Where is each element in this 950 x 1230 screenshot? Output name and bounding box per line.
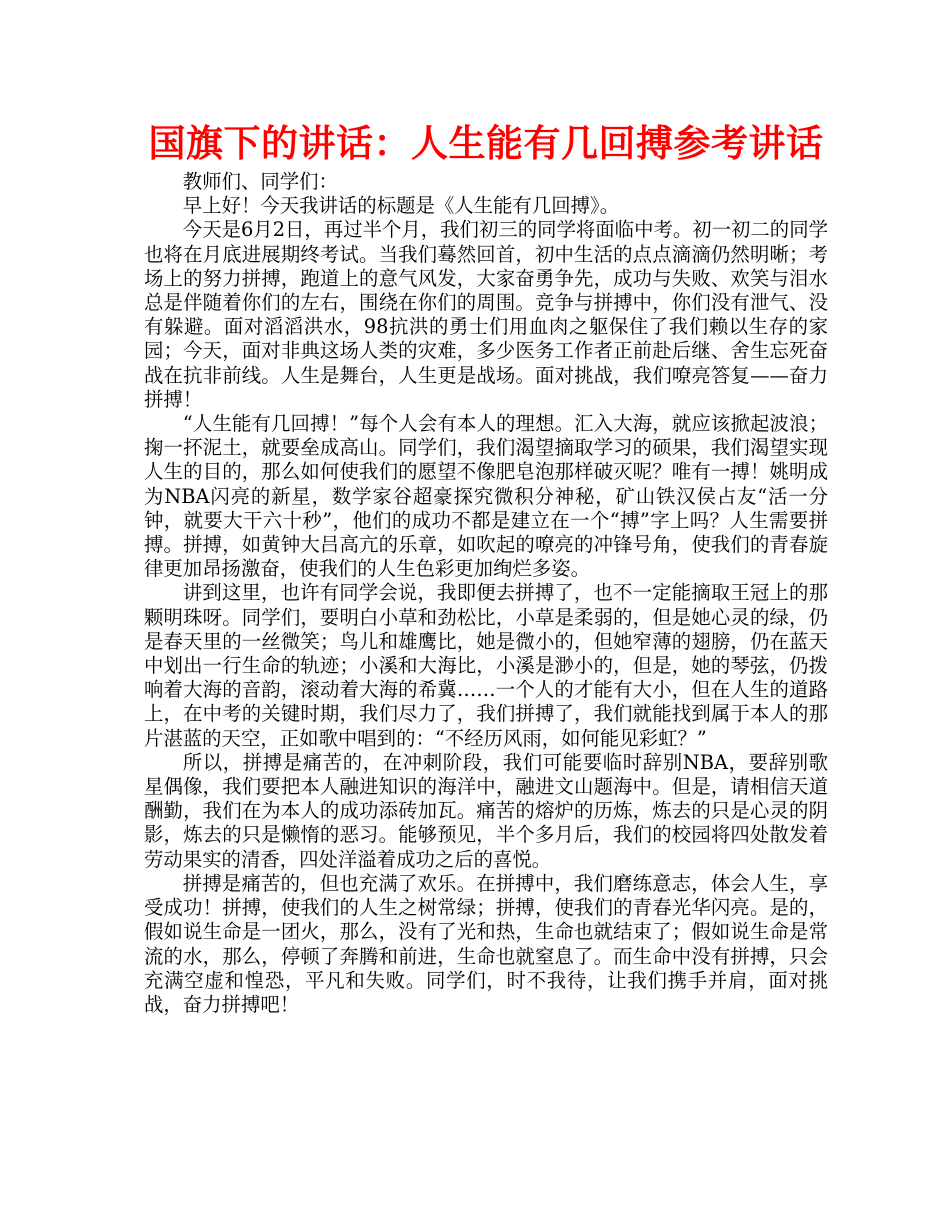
document-body: [144, 170, 828, 1017]
body-paragraph: 所以，拼搏是痛苦的，在冲刺阶段，我们可能要临时辞别NBA，要辞别歌星偶像，我们要把本人融进知识的海洋中，融进文山题海中。但是，请相信天道酬勤，我们在为本人的成功添砖加瓦。痛苦的熔炉的历炼，炼去的只是心灵的阴影，炼去的只是懒惰的恶习。能够预见，半个多月后，我们的校园将四处散发着劳动果实的清香，四处洋溢着成功之后的喜悦。: [144, 750, 828, 871]
greeting-paragraph: 早上好！今天我讲话的标题是《人生能有几回搏》。: [182, 194, 620, 218]
closing-paragraph: 拼搏是痛苦的，但也充满了欢乐。在拼搏中，我们磨练意志，体会人生，享受成功！拼搏，使我们的人生之树常绿；拼搏，使我们的青春光华闪亮。是的，假如说生命是一团火，那么，没有了光和热，生命也就结束了；假如说生命是常流的水，那么，停顿了奔腾和前进，生命也就窒息了。而生命中没有拼搏，只会充满空虚和惶恐，平凡和失败。同学们，时不我待，让我们携手并肩，面对挑战，奋力拼搏吧！: [144, 871, 828, 1016]
document-page: [144, 118, 828, 1017]
body-paragraph: 讲到这里，也许有同学会说，我即便去拼搏了，也不一定能摘取王冠上的那颗明珠呀。同学们，要明白小草和劲松比，小草是柔弱的，但是她心灵的绿，仍是春天里的一丝微笑；鸟儿和雄鹰比，她是微小的，但她窄薄的翅膀，仍在蓝天中划出一行生命的轨迹；小溪和大海比，小溪是渺小的，但是，她的琴弦，仍拨响着大海的音韵，滚动着大海的希冀……一个人的才能有大小，但在人生的道路上，在中考的关键时期，我们尽力了，我们拼搏了，我们就能找到属于本人的那片湛蓝的天空，正如歌中唱到的：“不经历风雨，如何能见彩虹？”: [144, 581, 828, 750]
document-title: 国旗下的讲话：人生能有几回搏参考讲话: [148, 122, 824, 165]
body-paragraph: 今天是6月2日，再过半个月，我们初三的同学将面临中考。初一初二的同学也将在月底进展期终考试。当我们蓦然回首，初中生活的点点滴滴仍然明晰；考场上的努力拼搏，跑道上的意气风发，大家奋勇争先，成功与失败、欢笑与泪水总是伴随着你们的左右，围绕在你们的周围。竞争与拼搏中，你们没有泄气、没有躲避。面对滔滔洪水，98抗洪的勇士们用血肉之躯保住了我们赖以生存的家园；今天，面对非典这场人类的灾难，多少医务工作者正前赴后继、舍生忘死奋战在抗非前线。人生是舞台，人生更是战场。面对挑战，我们嘹亮答复——奋力拼搏！: [144, 218, 828, 411]
body-paragraph: “人生能有几回搏！”每个人会有本人的理想。汇入大海，就应该掀起波浪；掬一抔泥土，就要垒成高山。同学们，我们渴望摘取学习的硕果，我们渴望实现人生的目的，那么如何使我们的愿望不像肥皂泡那样破灭呢？唯有一搏！姚明成为NBA闪亮的新星，数学家谷超豪探究微积分神秘，矿山铁汉侯占友“活一分钟，就要大干六十秒”，他们的成功不都是建立在一个“搏”字上吗？人生需要拼搏。拼搏，如黄钟大吕高亢的乐章，如吹起的嘹亮的冲锋号角，使我们的青春旋律更加昂扬激奋，使我们的人生色彩更加绚烂多姿。: [144, 412, 828, 581]
salutation: 教师们、同学们：: [182, 170, 338, 193]
